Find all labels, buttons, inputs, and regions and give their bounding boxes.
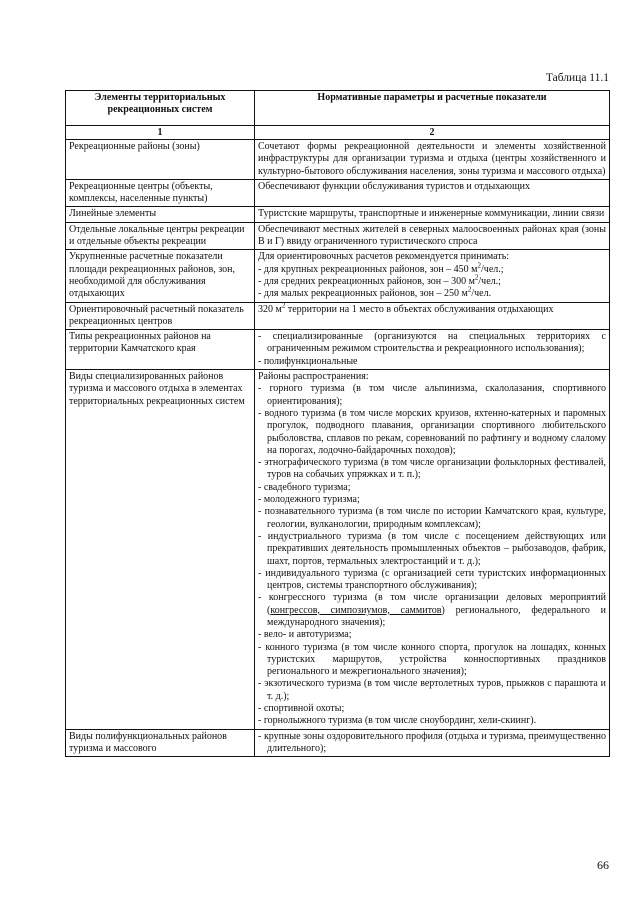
list-item [258, 273, 606, 288]
table-row [66, 222, 610, 250]
parameters-intro: Для ориентировочных расчетов рекомендуется принимать: [258, 251, 510, 263]
parameters-text: территории на 1 место в объектах обслуживания отдыхающих [285, 303, 554, 315]
list-item [258, 261, 606, 276]
row-element: Укрупненные расчетные показатели площади рекреационных районов, зон, необходимой для обслуживания отдыхающих [66, 250, 255, 302]
norms-table [65, 90, 610, 757]
list-item: - спортивной охоты; [258, 703, 345, 715]
header-parameters: Нормативные параметры и расчетные показатели [255, 91, 610, 126]
list-item-text: - для средних рекреационных районов, зон – 300 м [258, 275, 475, 287]
row-element: Рекреационные районы (зоны) [66, 140, 255, 180]
table-caption: Таблица 11.1 [545, 72, 609, 84]
list-item: - конного туризма (в том числе конного спорта, прогулок на лошадях, конных туристских маршрутов, устройства конноспортивных праздников регионального и межрегионального значения); [258, 641, 606, 678]
row-parameters [255, 302, 610, 330]
list-item-unit: /чел.; [481, 263, 504, 275]
table-header-row [66, 91, 610, 126]
list-item [258, 285, 606, 300]
list-item: - водного туризма (в том числе морских круизов, яхтенно-катерных и паромных прогулок, подводного плавания, организации спортивного любительского рыболовства, сплавов по рекам, соревнований по рафтингу и водному слалому на порогах, лодочно-байдарочных походов); [258, 407, 606, 456]
row-parameters: Обеспечивают местных жителей в северных малоосвоенных районах края (зоны В и Г) ввиду ограниченного туристического спроса [255, 222, 610, 250]
superscript: 2 [474, 273, 479, 282]
row-element: Виды полифункциональных районов туризма и массового [66, 729, 255, 757]
row-element: Типы рекреационных районов на территории Камчатского края [66, 330, 255, 370]
list-item: - горнолыжного туризма (в том числе сноубординг, хели-скиинг). [258, 715, 537, 727]
underlined-text: конгрессов, симпозиумов, саммитов [270, 604, 442, 616]
list-item-text: ) регионального, федерального и международного значения); [267, 604, 606, 628]
list-item: - специализированные (организуются на специальных территориях с ограниченным режимом строительства и рекреационного использования); [258, 331, 606, 355]
table-row [66, 302, 610, 330]
row-parameters [255, 330, 610, 370]
table-row [66, 207, 610, 222]
row-element: Ориентировочный расчетный показатель рекреационных центров [66, 302, 255, 330]
column-number-1: 1 [66, 126, 255, 140]
list-item: - горного туризма (в том числе альпинизма, скалолазания, спортивного ориентирования); [258, 383, 606, 407]
list-item: - экзотического туризма (в том числе вертолетных туров, прыжков с парашюта и т. д.); [258, 678, 606, 702]
row-parameters [255, 370, 610, 730]
list-item: - молодежного туризма; [258, 494, 360, 506]
row-element: Отдельные локальные центры рекреации и отдельные объекты рекреации [66, 222, 255, 250]
table-row [66, 330, 610, 370]
row-element: Рекреационные центры (объекты, комплексы, населенные пункты) [66, 179, 255, 207]
row-parameters [255, 729, 610, 757]
table-row [66, 370, 610, 730]
list-item: - индустриального туризма (в том числе с посещением действующих или прекративших деятельность промышленных объектов – рыбозаводов, фабрик, шахт, портов, термальных электростанций и т. д.); [258, 530, 606, 567]
table-row [66, 140, 610, 180]
table-row [66, 250, 610, 302]
table-row [66, 179, 610, 207]
list-item: - свадебного туризма; [258, 481, 351, 493]
list-item: - познавательного туризма (в том числе по истории Камчатского края, культуре, геологии, вулканологии, природным комплексам); [258, 506, 606, 530]
superscript: 2 [281, 301, 286, 310]
parameters-intro: Районы распространения: [258, 371, 369, 383]
list-item: - этнографического туризма (в том числе организации фольклорных фестивалей, туров на собачьих упряжках и т. п.); [258, 457, 606, 481]
list-item-text: - для малых рекреационных районов, зон – 250 м [258, 288, 468, 300]
list-item-text: - для крупных рекреационных районов, зон – 450 м [258, 263, 478, 275]
list-item-unit: /чел. [471, 288, 492, 300]
table-row [66, 729, 610, 757]
list-item: - индивидуального туризма (с организацией сети туристских информационных центров, системы транспортного обслуживания); [258, 567, 606, 592]
list-item: - полифункциональные [258, 355, 358, 367]
row-parameters: Туристские маршруты, транспортные и инженерные коммуникации, линии связи [255, 207, 610, 222]
row-parameters: Сочетают формы рекреационной деятельности и элементы хозяйственной инфраструктуры для организации туризма и отдыха (центры хозяйственного и культурно-бытового обслуживания населения, зоны туризма и массового отдыха) [255, 140, 610, 180]
row-element: Линейные элементы [66, 207, 255, 222]
row-parameters: Обеспечивают функции обслуживания туристов и отдыхающих [255, 179, 610, 207]
row-parameters [255, 250, 610, 302]
list-item [258, 592, 606, 629]
superscript: 2 [477, 261, 482, 270]
list-item-text: - конгрессного туризма (в том числе организации деловых мероприятий ( [258, 592, 606, 616]
column-number-row [66, 126, 610, 140]
page-number: 66 [597, 858, 609, 872]
row-element: Виды специализированных районов туризма и массового отдыха в элементах территориальных рекреационных систем [66, 370, 255, 730]
column-number-2: 2 [255, 126, 610, 140]
superscript: 2 [467, 285, 472, 294]
list-item-unit: /чел.; [478, 275, 501, 287]
list-item: - вело- и автотуризма; [258, 629, 352, 641]
parameters-text: 320 м [258, 303, 282, 315]
list-item: - крупные зоны оздоровительного профиля (отдыха и туризма, преимущественно длительного); [258, 730, 606, 754]
header-elements: Элементы территориальных рекреационных систем [66, 91, 255, 126]
